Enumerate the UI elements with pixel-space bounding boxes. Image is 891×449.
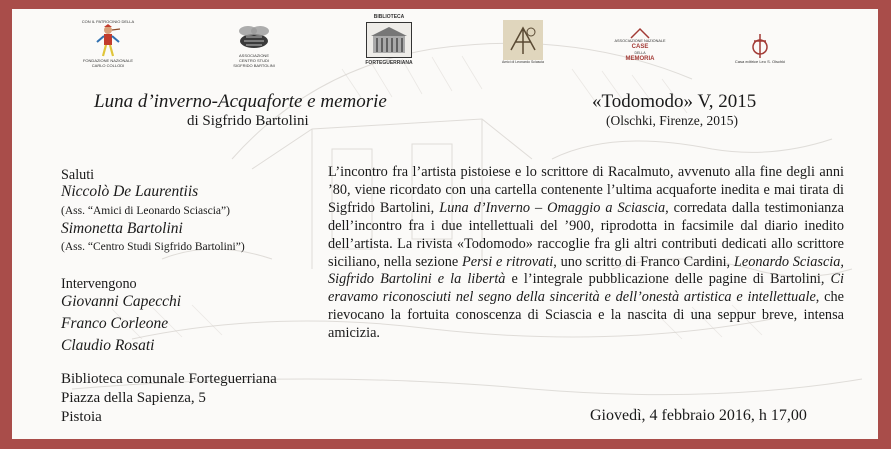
journal-title: «Todomodo» V, 2015 [592,91,757,112]
logo-top-text: BIBLIOTECA [373,14,405,20]
venue-city: Pistoia [61,409,102,425]
engraving-icon [503,20,543,60]
library-building-icon [366,22,412,58]
greetings-label: Saluti [61,167,95,183]
logo-biblioteca-forteguerriana [356,14,422,66]
logo-line: CENTRO STUDI [239,58,269,63]
olschki-mark-icon [750,33,770,59]
exhibition-author: di Sigfrido Bartolini [187,113,309,129]
venue-name: Biblioteca comunale Forteguerriana [61,371,277,387]
description-text: , corredata dalla testimonianza dell’incontro fra i due intellettuali del ’900, riprodotta in facsimile dal diario inedito dell’artista. La rivista «Todomodo» raccoglie fra gli altri contributi dedicati allo scrittore siciliano, nella sezione [328,199,845,270]
logo-line: Casa editrice Leo S. Olschki [734,59,786,64]
logo-line: FONDAZIONE NAZIONALE [82,58,133,63]
logo-line: FORTEGUERRIANA [365,60,413,66]
speaker-name: Claudio Rosati [61,337,155,354]
greeter-name: Niccolò De Laurentiis [61,183,199,200]
logo-line: Amici di Leonardo Sciascia [501,60,545,64]
logo-line: ASSOCIAZIONE NAZIONALE [614,39,666,43]
house-memory-icon [629,27,651,39]
event-date: Giovedì, 4 febbraio 2016, h 17,00 [590,407,807,424]
section-title: Persi e ritrovati [462,253,554,270]
logo-line: SIGFRIDO BARTOLINI [233,63,275,68]
speaker-name: Giovanni Capecchi [61,293,182,310]
description-text: e l’integrale pubblicazione delle pagine di Bartolini, [505,271,831,288]
logo-centro-studi-bartolini [222,23,286,68]
description-text: L’incontro fra l’artista pistoiese e lo scrittore di Racalmuto, avvenuto alla fine degli anni ’80, viene ricordato con una cartella contenente l’ultima acquaforte inedita e mai tirata di Sigfrido Bartolini, [328,164,844,216]
logo-top-text: CON IL PATROCINIO DELLA [81,19,135,24]
essay-title: Leonardo Sciascia, Sigfrido Bartolini e la libertà [328,253,844,288]
pinocchio-icon [93,24,123,58]
logo-case-della-memoria [609,27,671,63]
logo-line: DELLA [634,51,646,55]
invitation-card [12,9,878,439]
honeybee-icon [234,23,274,53]
logo-amici-sciascia [496,20,550,65]
logo-line: ASSOCIAZIONE [238,53,269,58]
greeter-name: Simonetta Bartolini [61,220,183,237]
speakers-label: Intervengono [61,276,137,292]
logo-line: CARLO COLLODI [91,63,125,68]
description-text: , uno scritto di Franco Cardini, [553,253,734,270]
logo-olschki [724,33,796,64]
speaker-name: Franco Corleone [61,315,169,332]
greeter-association: (Ass. “Amici di Leonardo Sciascia”) [61,205,230,217]
greeter-association: (Ass. “Centro Studi Sigfrido Bartolini”) [61,241,245,253]
venue-address: Piazza della Sapienza, 5 [61,390,206,406]
logo-line: MEMORIA [625,56,655,62]
logo-fondazione-collodi [78,19,138,68]
logo-line: CASE [631,44,649,50]
artwork-title: Luna d’Inverno – Omaggio a Sciascia [439,199,666,216]
description-text: , che rievocano la fortuita conoscenza di Sciascia e la nascita di una seppur breve, intensa amicizia. [328,289,844,342]
event-description [328,164,844,343]
diary-title: Ci eravamo riconosciuti nel segno della sincerità e dell’onestà artistica e intellettuale [328,271,845,306]
journal-publisher: (Olschki, Firenze, 2015) [606,113,738,128]
exhibition-title: Luna d’inverno-Acquaforte e memorie [94,91,387,112]
